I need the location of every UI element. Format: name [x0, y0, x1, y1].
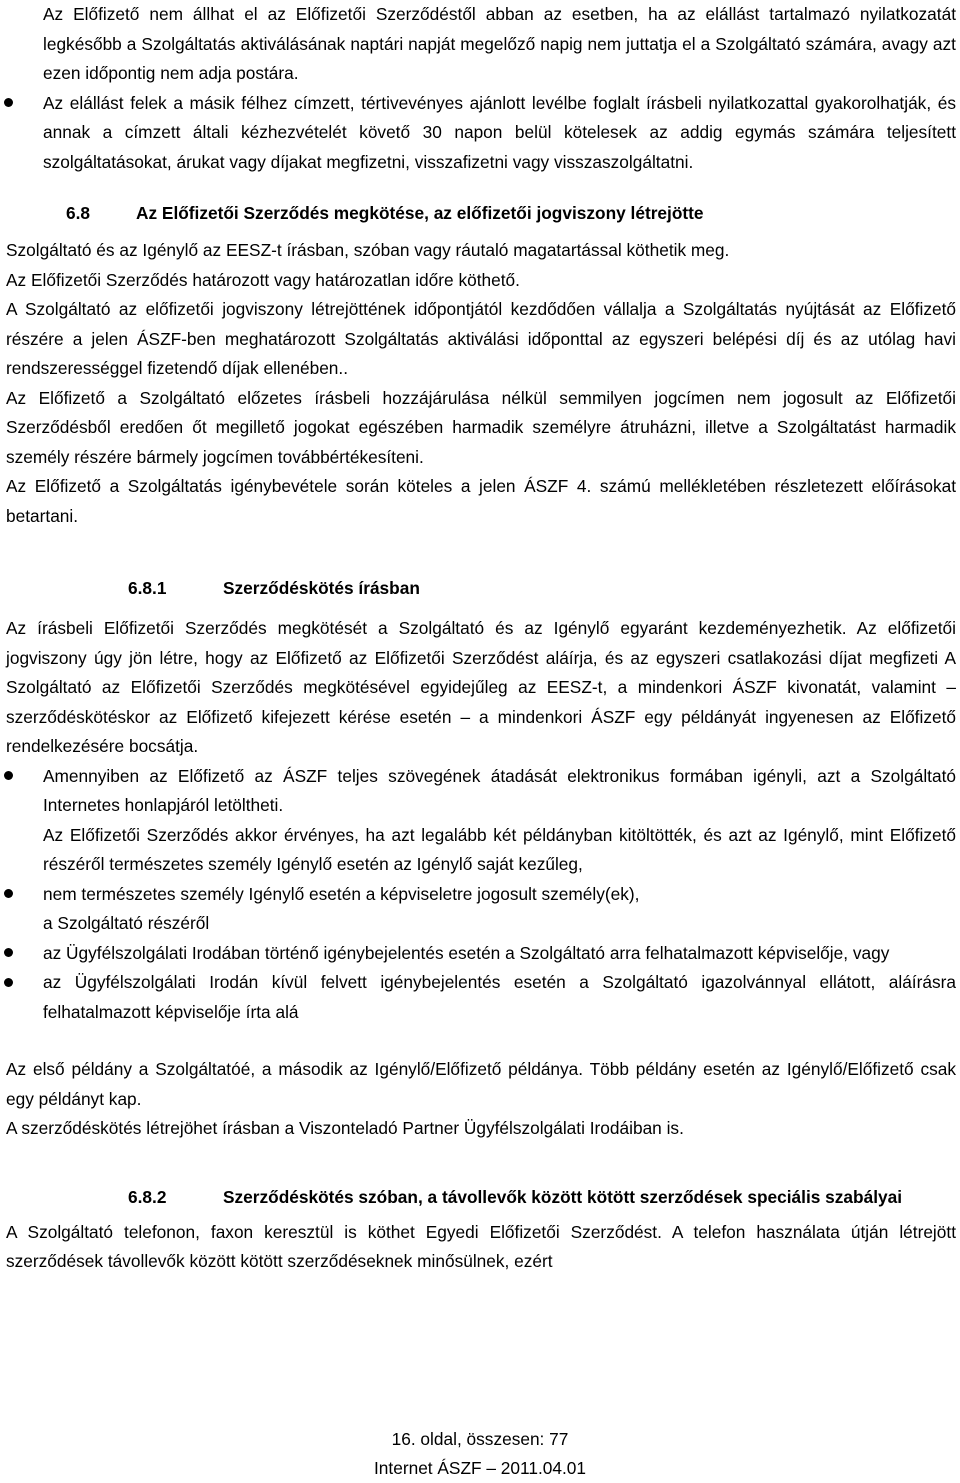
paragraph: Az Előfizető a Szolgáltatás igénybevétele során köteles a jelen ÁSZF 4. számú mellékletében részletezett előírásokat betartani. [6, 476, 956, 526]
section-heading-6-8-1 [6, 576, 956, 601]
paragraph: Az Előfizető nem állhat el az Előfizetői Szerződéstől abban az esetben, ha az elállást tartalmazó nyilatkozatát legkésőbb a Szolgáltatás aktiválásának naptári napját megelőző napig nem juttatja el a Szolgáltató számára, avagy azt ezen időpontig nem adja postára. [43, 4, 956, 83]
bullet-icon [4, 98, 13, 107]
section-number: 6.8.1 [128, 578, 167, 598]
document-page [6, 0, 956, 1277]
bullet-item [6, 762, 956, 821]
paragraph: Az Előfizetői Szerződés határozott vagy határozatlan időre köthető. [6, 269, 520, 290]
section-title: Az Előfizetői Szerződés megkötése, az előfizetői jogviszony létrejötte [136, 203, 704, 223]
page-number: 16. oldal, összesen: 77 [391, 1429, 569, 1449]
bullet-text: az Ügyfélszolgálati Irodán kívül felvett igénybejelentés esetén a Szolgáltató igazolvánnyal ellátott, aláírásra felhatalmazott képviselője írta alá [43, 972, 956, 1022]
bullet-icon [4, 889, 13, 898]
bullet-item [6, 880, 956, 910]
bullet-icon [4, 948, 13, 957]
continuation-paragraph: Az Előfizetői Szerződés akkor érvényes, ha azt legalább két példányban kitöltötték, és azt az Igénylő, mint Előfizető részéről természetes személy Igénylő esetén az Igénylő saját kezűleg, [43, 824, 956, 874]
bullet-icon [4, 771, 13, 780]
bullet-item [6, 939, 956, 969]
section-number: 6.8.2 [128, 1186, 167, 1207]
bullet-icon [4, 978, 13, 987]
section-heading-6-8 [6, 199, 956, 228]
bullet-text: nem természetes személy Igénylő esetén a képviseletre jogosult személy(ek), [43, 883, 640, 904]
page-footer [0, 1425, 960, 1483]
paragraph: Az írásbeli Előfizetői Szerződés megkötését a Szolgáltató és az Igénylő egyaránt kezdeményezhetik. Az előfizetői jogviszony úgy jön létre, hogy az Előfizető az Előfizetői Szerződést aláírja, és az egyszeri csatlakozási díjat megfizeti A Szolgáltató az Előfizetői Szerződés megkötésével egyidejűleg az EESZ-t, a mindenkori ÁSZF kivonatát, valamint – szerződéskötéskor az Előfizető kifejezett kérése esetén – a mindenkori ÁSZF egy példányát ingyenesen az Előfizető rendelkezésére bocsátja. [6, 618, 956, 756]
bullet-text: Amennyiben az Előfizető az ÁSZF teljes szövegének átadását elektronikus formában igényli, azt a Szolgáltató Internetes honlapjáról letöltheti. [43, 765, 956, 815]
bullet-text: az Ügyfélszolgálati Irodában történő igénybejelentés esetén a Szolgáltató arra felhatalmazott képviselője, vagy [43, 942, 890, 963]
paragraph: Az Előfizető a Szolgáltató előzetes írásbeli hozzájárulása nélkül semmilyen jogcímen nem jogosult az Előfizetői Szerződésből eredően őt megillető jogokat egészében harmadik személyre átruházni, illetve a Szolgáltatást harmadik személy részére bármely jogcímen továbbértékesíteni. [6, 387, 956, 467]
bullet-text: Az elállást felek a másik félhez címzett, tértivevényes ajánlott levélbe foglalt írásbeli nyilatkozattal gyakorolhatják, és annak a címzett általi kézhezvételét követő 30 napon belül kötelesek az addig egymás számára teljesített szolgáltatásokat, árukat vagy díjakat megfizetni, visszafizetni vagy visszaszolgáltatni. [43, 92, 956, 172]
paragraph: A Szolgáltató az előfizetői jogviszony létrejöttének időpontjától kezdődően vállalja a Szolgáltatás nyújtását az Előfizető részére a jelen ÁSZF-ben meghatározott Szolgáltatás aktiválási időponttal az egyszeri belépési díj és az utólag havi rendszerességgel fizetendő díjak ellenében.. [6, 299, 956, 378]
paragraph: A Szolgáltató telefonon, faxon keresztül is köthet Egyedi Előfizetői Szerződést. A telefon használata útján létrejött szerződések távollevők között kötött szerződéseknek minősülnek, ezért [6, 1221, 956, 1271]
document-id: Internet ÁSZF – 2011.04.01 [374, 1458, 586, 1478]
section-heading-6-8-2 [6, 1185, 956, 1210]
section-title: Szerződéskötés szóban, a távollevők között kötött szerződések speciális szabályai [223, 1186, 903, 1207]
bullet-item [6, 89, 956, 178]
section-number: 6.8 [66, 203, 91, 223]
paragraph: Az első példány a Szolgáltatóé, a második az Igénylő/Előfizető példánya. Több példány esetén az Igénylő/Előfizető csak egy példányt kap. [6, 1059, 956, 1109]
paragraph: A szerződéskötés létrejöhet írásban a Viszonteladó Partner Ügyfélszolgálati Irodáiban is. [6, 1118, 684, 1138]
bullet-item [6, 968, 956, 1027]
section-title: Szerződéskötés írásban [223, 578, 420, 598]
paragraph: Szolgáltató és az Igénylő az EESZ-t írásban, szóban vagy ráutaló magatartással köthetik meg. [6, 240, 730, 260]
continuation-paragraph: a Szolgáltató részéről [43, 913, 210, 933]
